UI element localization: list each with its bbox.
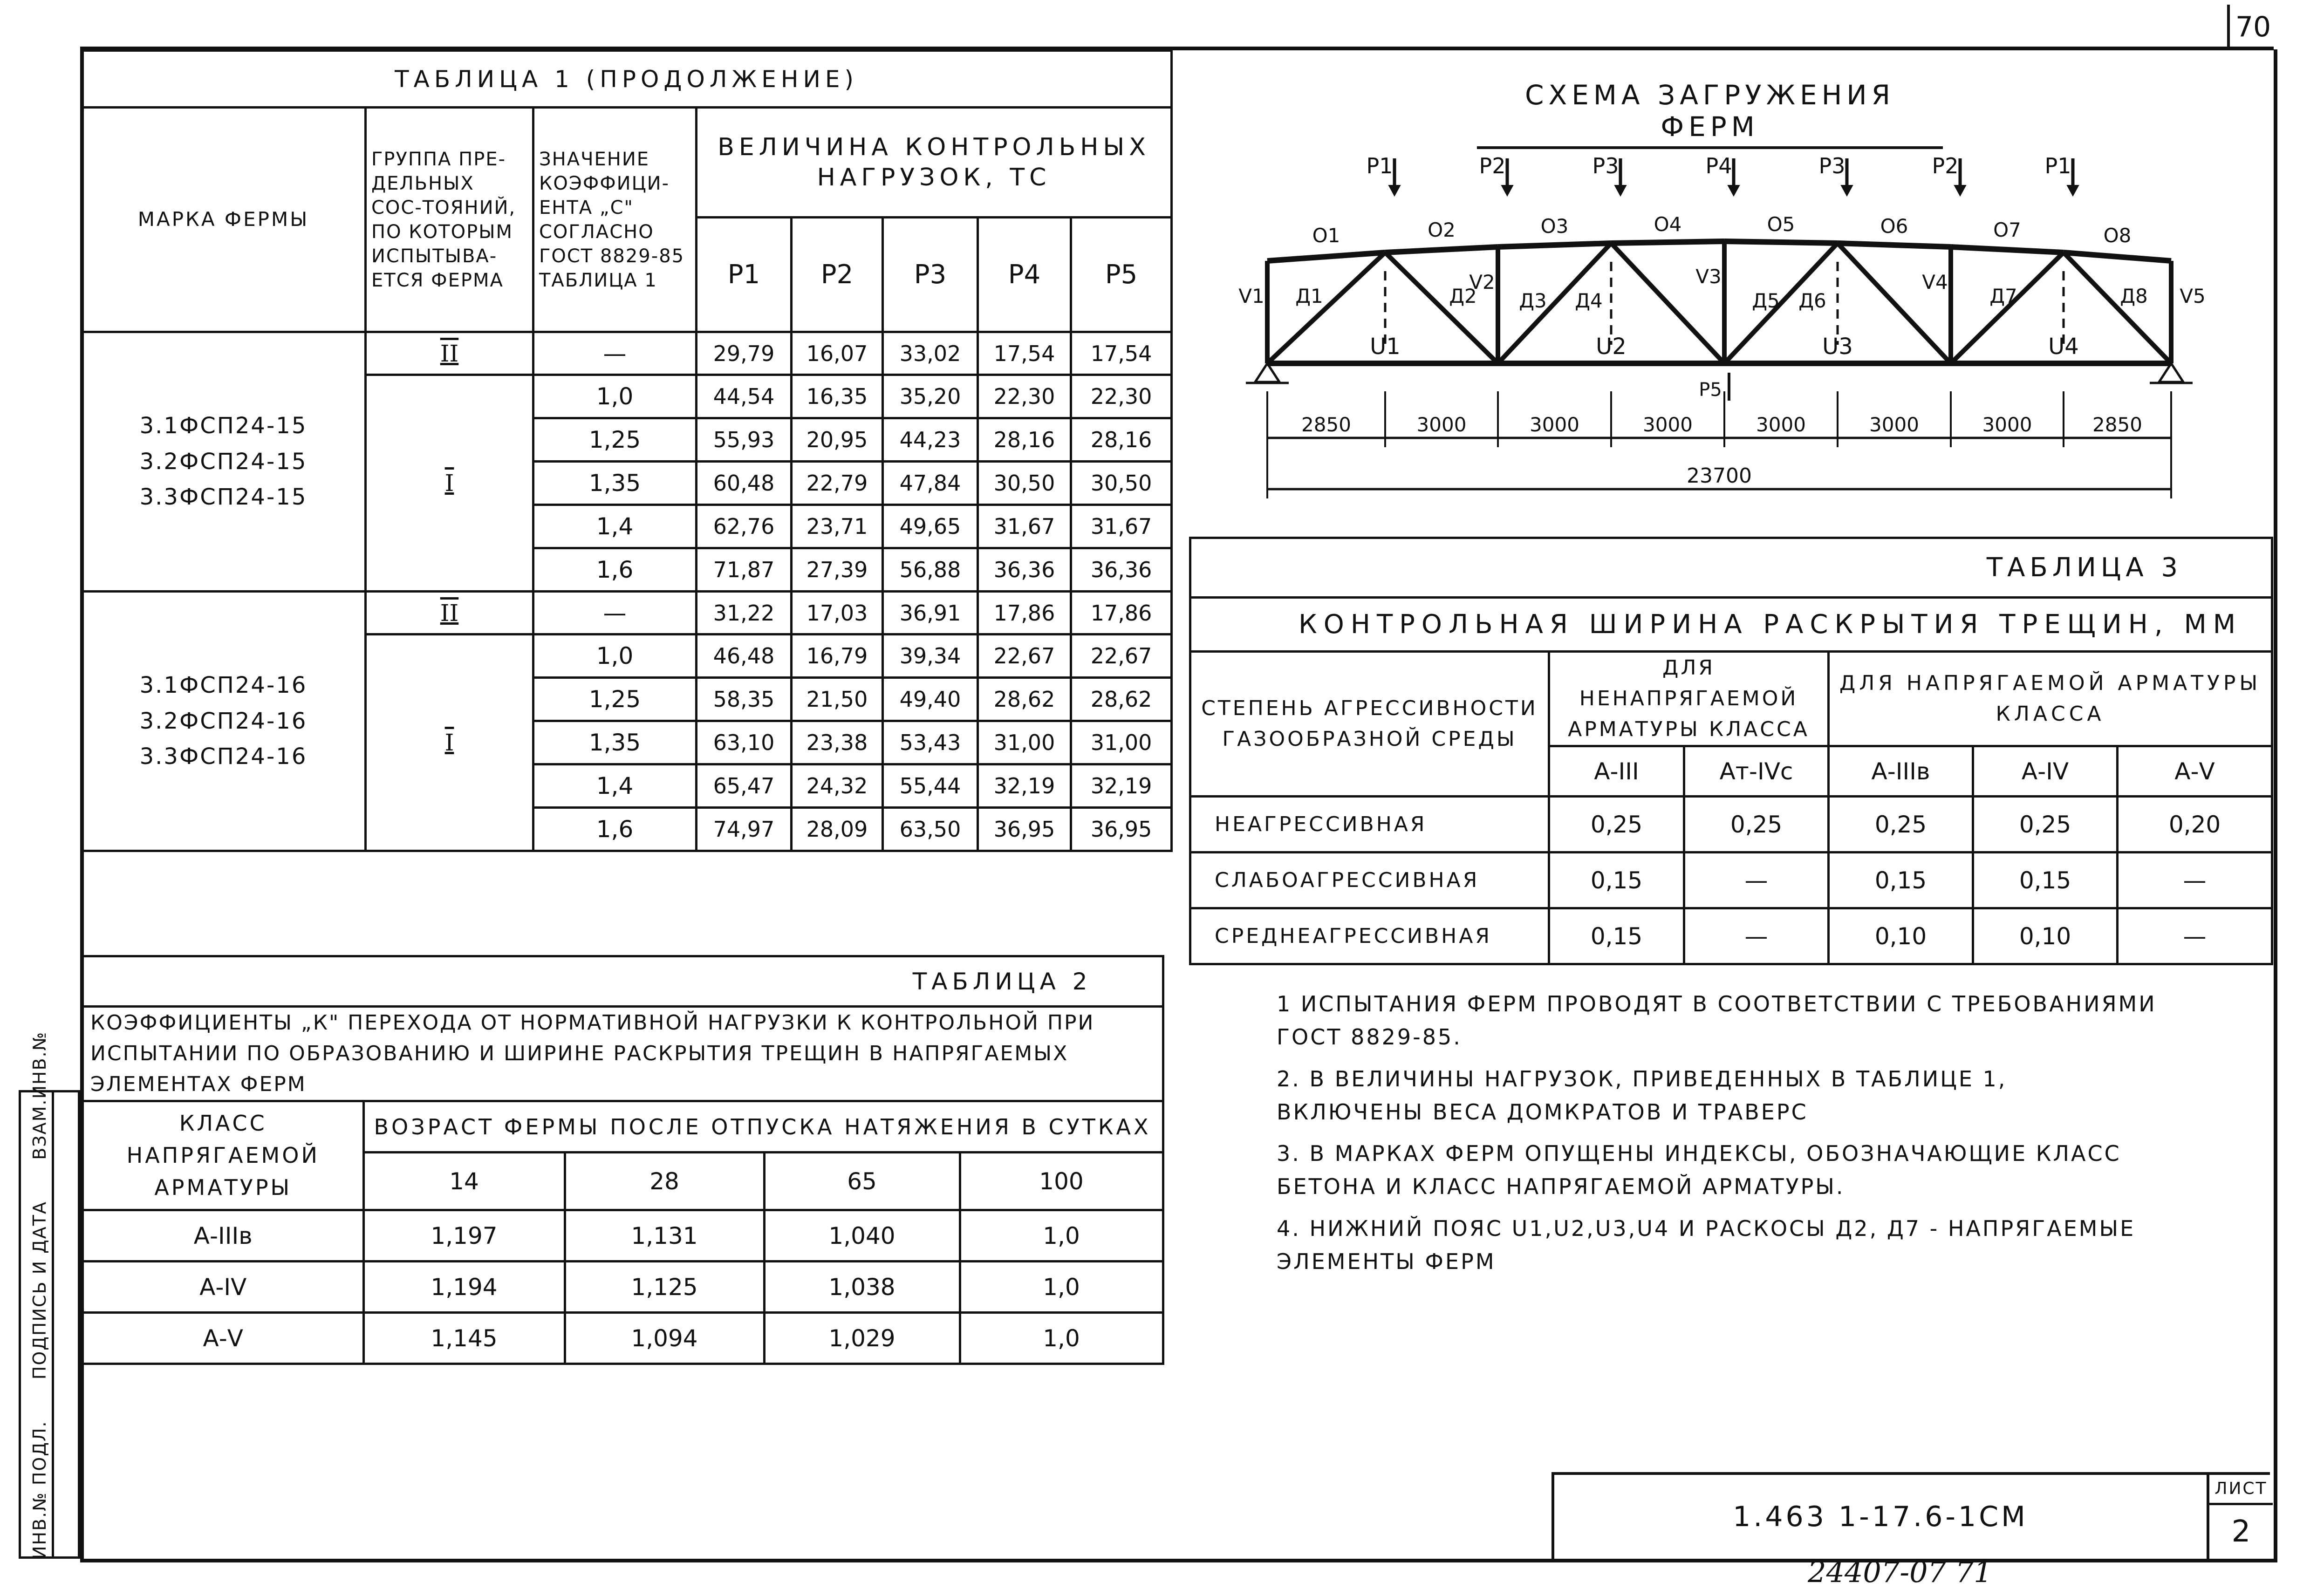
table1-state: I — [366, 375, 533, 592]
table1-load-value: 21,50 — [792, 678, 883, 721]
table1-load-value: 55,44 — [883, 764, 978, 808]
vertical-label: V5 — [2180, 285, 2206, 307]
diagonal-label: Д1 — [1295, 285, 1323, 307]
vertical-label: V4 — [1922, 271, 1948, 293]
table1-load-value: 22,79 — [792, 462, 883, 505]
table2-value: 1,125 — [565, 1262, 764, 1313]
side-stamp-inv: ИНВ.№ ПОДЛ. — [29, 1420, 50, 1559]
table1-load-value: 22,67 — [1071, 634, 1172, 678]
table3-col-degree: СТЕПЕНЬ АГРЕССИВНОСТИ ГАЗООБРАЗНОЙ СРЕДЫ — [1190, 652, 1549, 797]
table1-p-header: P5 — [1071, 218, 1172, 332]
load-label: P2 — [1479, 153, 1506, 178]
top-chord-label: O1 — [1312, 224, 1340, 247]
table2-age: 100 — [960, 1153, 1163, 1210]
vertical-label: V2 — [1469, 271, 1495, 293]
table3-value: — — [2118, 908, 2272, 964]
table1-load-value: 63,50 — [883, 808, 978, 851]
table1-mark: 3.2ФСП24-16 — [139, 708, 308, 734]
load-arrowhead — [1728, 185, 1739, 196]
table1-load-value: 31,22 — [697, 592, 792, 634]
span-label: 3000 — [1643, 413, 1693, 436]
vertical-label: V3 — [1695, 265, 1722, 288]
truss-top-chord — [1838, 243, 1951, 247]
table1-state: I — [366, 634, 533, 851]
table3-value: 0,25 — [1549, 797, 1684, 853]
table1-load-value: 28,62 — [978, 678, 1071, 721]
table3-subtitle: КОНТРОЛЬНАЯ ШИРИНА РАСКРЫТИЯ ТРЕЩИН, ММ — [1190, 598, 2272, 652]
truss-diagonal — [1611, 243, 1724, 363]
table1-load-value: 46,48 — [697, 634, 792, 678]
corner-number: 70 — [2227, 5, 2276, 49]
table3-class: А-V — [2118, 746, 2272, 797]
table1-load-value: 28,62 — [1071, 678, 1172, 721]
table3-value: 0,25 — [1973, 797, 2118, 853]
load-arrowhead — [1502, 185, 1513, 196]
table2-value: 1,197 — [363, 1210, 565, 1262]
table3-class: Ат-IVс — [1684, 746, 1829, 797]
table3-env: СРЕДНЕАГРЕССИВНАЯ — [1190, 908, 1549, 964]
table1-load-value: 55,93 — [697, 418, 792, 462]
table3-env: НЕАГРЕССИВНАЯ — [1190, 797, 1549, 853]
table1-load-value: 17,54 — [978, 332, 1071, 375]
table3-env: СЛАБОАГРЕССИВНАЯ — [1190, 853, 1549, 908]
diagonal-label: Д7 — [1989, 285, 2017, 307]
diagonal-label: Д3 — [1519, 289, 1547, 312]
table3-value: 0,15 — [1549, 908, 1684, 964]
table1-coef: 1,35 — [533, 462, 697, 505]
table1-load-value: 17,86 — [1071, 592, 1172, 634]
table2-class: А-V — [84, 1313, 363, 1364]
top-chord-label: O6 — [1880, 215, 1908, 238]
table1-marks — [82, 332, 366, 592]
table1-mark: 3.2ФСП24-15 — [139, 448, 308, 475]
table2-value: 1,029 — [764, 1313, 960, 1364]
table2-class: А-IIIв — [84, 1210, 363, 1262]
table1-p-header: P3 — [883, 218, 978, 332]
table1-load-value: 63,10 — [697, 721, 792, 764]
table1-load-value: 31,00 — [978, 721, 1071, 764]
table3-col-nonprestressed: ДЛЯ НЕНАПРЯГАЕМОЙ АРМАТУРЫ КЛАССА — [1549, 652, 1829, 746]
table2-description-line: КОЭФФИЦИЕНТЫ „К" ПЕРЕХОДА ОТ НОРМАТИВНОЙ НАГРУЗКИ К КОНТРОЛЬНОЙ ПРИ — [90, 1011, 1095, 1035]
notes — [1277, 988, 2162, 1287]
table1-mark: 3.3ФСП24-16 — [139, 743, 308, 770]
table1-load-value: 44,23 — [883, 418, 978, 462]
table1-load-value: 20,95 — [792, 418, 883, 462]
load-arrowhead — [1841, 185, 1852, 196]
top-chord-label: O7 — [1993, 218, 2021, 241]
table1-load-value: 36,91 — [883, 592, 978, 634]
table1-load-value: 36,95 — [978, 808, 1071, 851]
table1-load-value: 60,48 — [697, 462, 792, 505]
note-item: 4. НИЖНИЙ ПОЯС U1,U2,U3,U4 И РАСКОСЫ Д2, Д7 - НАПРЯГАЕМЫЕ ЭЛЕМЕНТЫ ФЕРМ — [1277, 1215, 2136, 1275]
load-arrowhead — [2067, 185, 2078, 196]
table1-load-value: 23,38 — [792, 721, 883, 764]
table1-load-value: 28,16 — [978, 418, 1071, 462]
table2-value: 1,040 — [764, 1210, 960, 1262]
truss-diagram — [1193, 130, 2218, 540]
table1-coef: 1,4 — [533, 764, 697, 808]
table1-col-coef: ЗНАЧЕНИЕ КОЭФФИЦИ-ЕНТА „С" СОГЛАСНО ГОСТ 8829-85 ТАБЛИЦА 1 — [533, 108, 697, 332]
table1-load-value: 49,65 — [883, 505, 978, 548]
load-label: P1 — [1366, 153, 1393, 178]
table1-load-value: 32,19 — [978, 764, 1071, 808]
table1-coef: — — [533, 332, 697, 375]
load-arrowhead — [1955, 185, 1966, 196]
load-arrowhead — [1615, 185, 1626, 196]
top-chord-label: O8 — [2103, 224, 2132, 247]
table1-coef: 1,25 — [533, 418, 697, 462]
table1-load-value: 39,34 — [883, 634, 978, 678]
truss-top-chord — [1385, 247, 1498, 252]
table1-load-value: 31,00 — [1071, 721, 1172, 764]
span-label: 3000 — [1416, 413, 1467, 436]
table3-value: — — [1684, 853, 1829, 908]
table1-load-value: 47,84 — [883, 462, 978, 505]
load-label: P5 — [1699, 379, 1722, 401]
stamp-sheet-no: 2 — [2231, 1514, 2251, 1549]
truss-top-chord — [1498, 243, 1611, 247]
table3-class: А-IV — [1973, 746, 2118, 797]
load-label: P3 — [1592, 153, 1619, 178]
table1-load-value: 30,50 — [978, 462, 1071, 505]
table1-load-value: 32,19 — [1071, 764, 1172, 808]
table1-col-group: ГРУППА ПРЕ-ДЕЛЬНЫХ СОС-ТОЯНИЙ, ПО КОТОРЫМ ИСПЫТЫВА-ЕТСЯ ФЕРМА — [366, 108, 533, 332]
table2 — [84, 955, 1163, 1365]
diagonal-label: Д2 — [1449, 285, 1477, 307]
bottom-chord-label: U2 — [1596, 334, 1627, 360]
span-label: 3000 — [1756, 413, 1806, 436]
load-label: P4 — [1705, 153, 1732, 178]
diagonal-label: Д4 — [1575, 289, 1603, 312]
table3-title: ТАБЛИЦА 3 — [1190, 538, 2272, 598]
table2-col-class: КЛАСС НАПРЯГАЕМОЙ АРМАТУРЫ — [84, 1101, 363, 1210]
title-stamp — [1552, 1472, 2270, 1559]
table1-load-value: 65,47 — [697, 764, 792, 808]
diagonal-label: Д8 — [2120, 285, 2148, 307]
table1-mark: 3.1ФСП24-15 — [139, 412, 308, 439]
table1-mark: 3.1ФСП24-16 — [139, 672, 308, 698]
table2-value: 1,145 — [363, 1313, 565, 1364]
side-stamp-sign: ПОДПИСЬ И ДАТА — [29, 1200, 50, 1380]
diagonal-label: Д5 — [1752, 289, 1780, 312]
table1-load-value: 36,36 — [978, 548, 1071, 592]
table2-title: ТАБЛИЦА 2 — [84, 956, 1163, 1007]
table1-load-value: 53,43 — [883, 721, 978, 764]
truss-top-chord — [1724, 241, 1838, 243]
truss-top-chord — [1951, 247, 2064, 252]
table1-load-value: 56,88 — [883, 548, 978, 592]
table3 — [1189, 537, 2271, 965]
table2-value: 1,0 — [960, 1262, 1163, 1313]
span-label: 2850 — [2092, 413, 2142, 436]
table1-coef: — — [533, 592, 697, 634]
table1-load-value: 28,09 — [792, 808, 883, 851]
table1-load-value: 49,40 — [883, 678, 978, 721]
table1-load-value: 22,30 — [1071, 375, 1172, 418]
side-stamp-vzam: ВЗАМ.ИНВ.№ — [29, 1031, 50, 1160]
table1-load-value: 27,39 — [792, 548, 883, 592]
truss-diagonal — [1267, 252, 1385, 363]
top-chord-label: O5 — [1767, 213, 1795, 236]
stamp-sheet-label: ЛИСТ — [2209, 1475, 2273, 1505]
table2-value: 1,131 — [565, 1210, 764, 1262]
table1-coef: 1,4 — [533, 505, 697, 548]
table1-load-value: 17,86 — [978, 592, 1071, 634]
table1-load-value: 62,76 — [697, 505, 792, 548]
table1-coef: 1,35 — [533, 721, 697, 764]
span-label: 3000 — [1982, 413, 2032, 436]
table3-value: 0,15 — [1549, 853, 1684, 908]
table1-load-value: 16,79 — [792, 634, 883, 678]
table1-load-value: 28,16 — [1071, 418, 1172, 462]
table1-load-value: 23,71 — [792, 505, 883, 548]
table3-value: 0,10 — [1973, 908, 2118, 964]
side-stamp — [19, 1031, 80, 1559]
table1-load-value: 33,02 — [883, 332, 978, 375]
table3-class: А-III — [1549, 746, 1684, 797]
table1-load-value: 31,67 — [978, 505, 1071, 548]
table1-load-value: 58,35 — [697, 678, 792, 721]
table3-value: 0,15 — [1973, 853, 2118, 908]
table1-load-value: 29,79 — [697, 332, 792, 375]
load-label: P2 — [1932, 153, 1959, 178]
table2-class: А-IV — [84, 1262, 363, 1313]
table1-col-loads: ВЕЛИЧИНА КОНТРОЛЬНЫХ НАГРУЗОК, ТС — [697, 108, 1172, 218]
table2-age: 65 — [764, 1153, 960, 1210]
table1-col-marka: МАРКА ФЕРМЫ — [82, 108, 366, 332]
load-label: P3 — [1818, 153, 1845, 178]
truss-diagonal — [2064, 252, 2171, 363]
table1-load-value: 36,95 — [1071, 808, 1172, 851]
table2-col-age: ВОЗРАСТ ФЕРМЫ ПОСЛЕ ОТПУСКА НАТЯЖЕНИЯ В СУТКАХ — [363, 1101, 1163, 1153]
table3-value: 0,20 — [2118, 797, 2272, 853]
table1-state: II — [366, 592, 533, 634]
table3-value: 0,15 — [1829, 853, 1973, 908]
handwritten-number: 24407-07 71 — [1808, 1555, 1992, 1589]
load-label: P1 — [2044, 153, 2071, 178]
diagonal-label: Д6 — [1798, 289, 1826, 312]
table2-value: 1,038 — [764, 1262, 960, 1313]
truss-top-chord — [1611, 241, 1724, 243]
table2-value: 1,0 — [960, 1313, 1163, 1364]
table1-state: II — [366, 332, 533, 375]
bottom-chord-label: U4 — [2048, 334, 2079, 360]
table1-load-value: 17,54 — [1071, 332, 1172, 375]
table1-load-value: 22,30 — [978, 375, 1071, 418]
table1-load-value: 31,67 — [1071, 505, 1172, 548]
truss-diagonal — [1385, 252, 1498, 363]
table1-load-value: 30,50 — [1071, 462, 1172, 505]
table3-value: 0,25 — [1829, 797, 1973, 853]
table1-coef: 1,0 — [533, 634, 697, 678]
top-chord-label: O3 — [1540, 215, 1569, 238]
table1-p-header: P4 — [978, 218, 1071, 332]
span-label: 2850 — [1301, 413, 1351, 436]
table3-class: А-IIIв — [1829, 746, 1973, 797]
note-item: 3. В МАРКАХ ФЕРМ ОПУЩЕНЫ ИНДЕКСЫ, ОБОЗНАЧАЮЩИЕ КЛАСС БЕТОНА И КЛАСС НАПРЯГАЕМОЙ АРМАТУРЫ. — [1277, 1141, 2121, 1200]
table2-value: 1,194 — [363, 1262, 565, 1313]
table1-load-value: 71,87 — [697, 548, 792, 592]
table1-coef: 1,0 — [533, 375, 697, 418]
table1-load-value: 16,35 — [792, 375, 883, 418]
table1-load-value: 24,32 — [792, 764, 883, 808]
scheme-title: СХЕМА ЗАГРУЖЕНИЯ ФЕРМ — [1477, 79, 1943, 149]
table2-value: 1,094 — [565, 1313, 764, 1364]
table1-load-value: 16,07 — [792, 332, 883, 375]
table1-coef: 1,6 — [533, 548, 697, 592]
table1-load-value: 74,97 — [697, 808, 792, 851]
table2-age: 14 — [363, 1153, 565, 1210]
table1-p-header: P1 — [697, 218, 792, 332]
truss-diagonal — [1838, 243, 1951, 363]
table1-load-value: 17,03 — [792, 592, 883, 634]
vertical-label: V1 — [1238, 285, 1264, 307]
top-chord-label: O2 — [1428, 218, 1456, 241]
bottom-chord-label: U3 — [1822, 334, 1853, 360]
total-span-label: 23700 — [1687, 464, 1752, 488]
table1 — [80, 49, 1170, 852]
stamp-code: 1.463 1-17.6-1СМ — [1733, 1501, 2028, 1533]
table1-coef: 1,25 — [533, 678, 697, 721]
table3-value: — — [1684, 908, 1829, 964]
truss-top-chord — [1267, 252, 1385, 261]
table1-load-value: 44,54 — [697, 375, 792, 418]
span-label: 3000 — [1530, 413, 1579, 436]
table3-value: 0,10 — [1829, 908, 1973, 964]
span-label: 3000 — [1869, 413, 1919, 436]
table1-marks — [82, 592, 366, 851]
truss-top-chord — [2064, 252, 2171, 261]
table2-age: 28 — [565, 1153, 764, 1210]
bottom-chord-label: U1 — [1370, 334, 1401, 360]
load-arrowhead — [1389, 185, 1400, 196]
note-item: 1 ИСПЫТАНИЯ ФЕРМ ПРОВОДЯТ В СООТВЕТСТВИИ С ТРЕБОВАНИЯМИ ГОСТ 8829-85. — [1277, 991, 2157, 1050]
truss-diagonal — [1951, 252, 2064, 363]
table2-value: 1,0 — [960, 1210, 1163, 1262]
table3-value: 0,25 — [1684, 797, 1829, 853]
table1-load-value: 22,67 — [978, 634, 1071, 678]
top-chord-label: O4 — [1654, 213, 1682, 236]
table3-value: — — [2118, 853, 2272, 908]
table3-col-prestressed: ДЛЯ НАПРЯГАЕМОЙ АРМАТУРЫ КЛАССА — [1829, 652, 2272, 746]
table1-load-value: 36,36 — [1071, 548, 1172, 592]
table1-load-value: 35,20 — [883, 375, 978, 418]
table2-description — [84, 1007, 1163, 1101]
note-item: 2. В ВЕЛИЧИНЫ НАГРУЗОК, ПРИВЕДЕННЫХ В ТАБЛИЦЕ 1, ВКЛЮЧЕНЫ ВЕСА ДОМКРАТОВ И ТРАВЕРС — [1277, 1066, 2007, 1125]
table1-mark: 3.3ФСП24-15 — [139, 484, 308, 511]
table1-coef: 1,6 — [533, 808, 697, 851]
table1-p-header: P2 — [792, 218, 883, 332]
table2-description-line: ИСПЫТАНИИ ПО ОБРАЗОВАНИЮ И ШИРИНЕ РАСКРЫТИЯ ТРЕЩИН В НАПРЯГАЕМЫХ ЭЛЕМЕНТАХ ФЕРМ — [90, 1042, 1069, 1096]
table1-title: ТАБЛИЦА 1 (ПРОДОЛЖЕНИЕ) — [82, 51, 1172, 108]
